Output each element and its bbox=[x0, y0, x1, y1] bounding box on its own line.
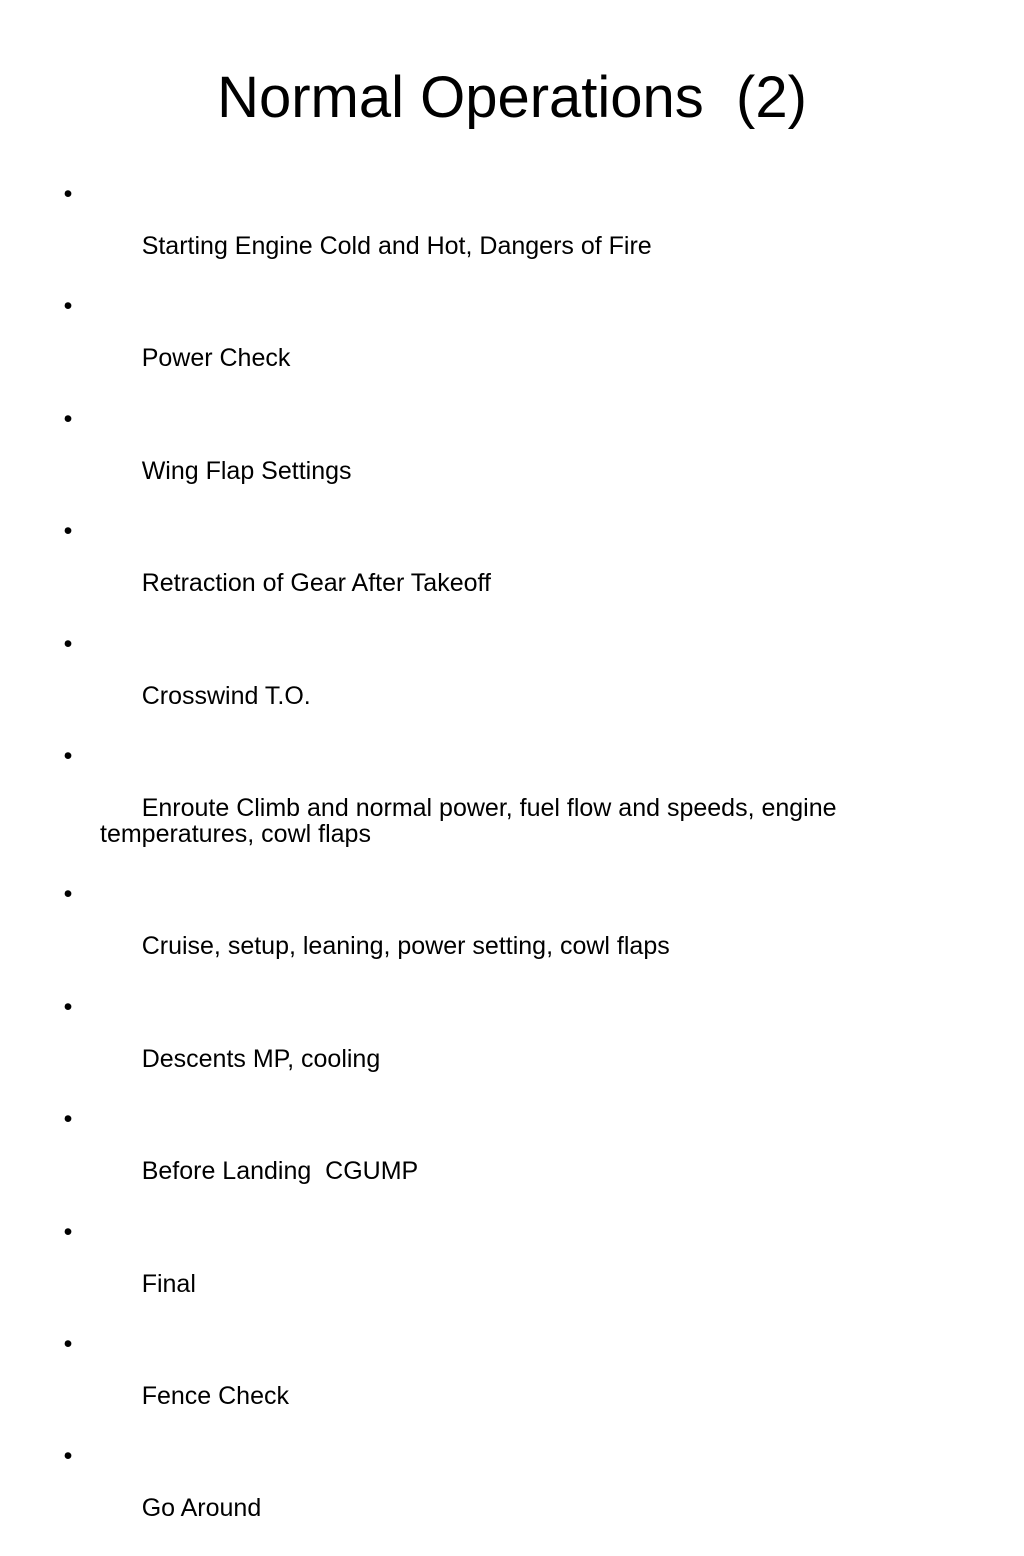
list-item bbox=[0, 631, 1024, 735]
slide-title: Normal Operations (2) bbox=[217, 65, 807, 130]
bullet-icon: • bbox=[63, 629, 73, 658]
list-item bbox=[0, 1106, 1024, 1210]
list-item-text: Descents MP, cooling bbox=[141, 1044, 381, 1073]
list-item-text: Wing Flap Settings bbox=[141, 456, 352, 485]
list-item bbox=[0, 1219, 1024, 1323]
list-item-text: Crosswind T.O. bbox=[141, 681, 311, 710]
list-item bbox=[0, 994, 1024, 1098]
list-item-text: Go Around bbox=[141, 1494, 262, 1523]
bullet-icon: • bbox=[63, 180, 73, 208]
list-item bbox=[0, 293, 1024, 397]
list-item bbox=[0, 181, 1024, 285]
list-item-text: Starting Engine Cold and Hot, Dangers of Fire bbox=[141, 232, 652, 260]
list-item-text: Enroute Climb and normal power, fuel flow and speeds, engine temperatures, cowl flaps bbox=[100, 793, 844, 848]
bullet-icon: • bbox=[63, 292, 73, 321]
bullet-icon: • bbox=[63, 404, 73, 433]
list-item bbox=[0, 743, 1024, 873]
list-item-text: Fence Check bbox=[141, 1381, 289, 1410]
list-item-text: Power Check bbox=[141, 344, 291, 373]
bullet-icon: • bbox=[63, 1442, 73, 1471]
list-item bbox=[0, 1331, 1024, 1435]
bullet-icon: • bbox=[63, 1105, 73, 1134]
list-item-text: Final bbox=[141, 1269, 196, 1298]
bullet-icon: • bbox=[63, 1329, 73, 1358]
list-item bbox=[0, 406, 1024, 510]
bullet-icon: • bbox=[63, 741, 73, 770]
list-item-text: Before Landing CGUMP bbox=[141, 1157, 419, 1186]
bullet-icon: • bbox=[63, 517, 73, 546]
list-item bbox=[0, 518, 1024, 622]
list-item-text: Retraction of Gear After Takeoff bbox=[141, 569, 491, 598]
bullet-list bbox=[0, 181, 1024, 1556]
list-item bbox=[0, 1443, 1024, 1547]
bullet-icon: • bbox=[63, 880, 73, 909]
bullet-icon: • bbox=[63, 1217, 73, 1246]
list-item bbox=[0, 881, 1024, 985]
list-item-text: Cruise, setup, leaning, power setting, cowl flaps bbox=[141, 932, 670, 961]
bullet-icon: • bbox=[63, 992, 73, 1021]
